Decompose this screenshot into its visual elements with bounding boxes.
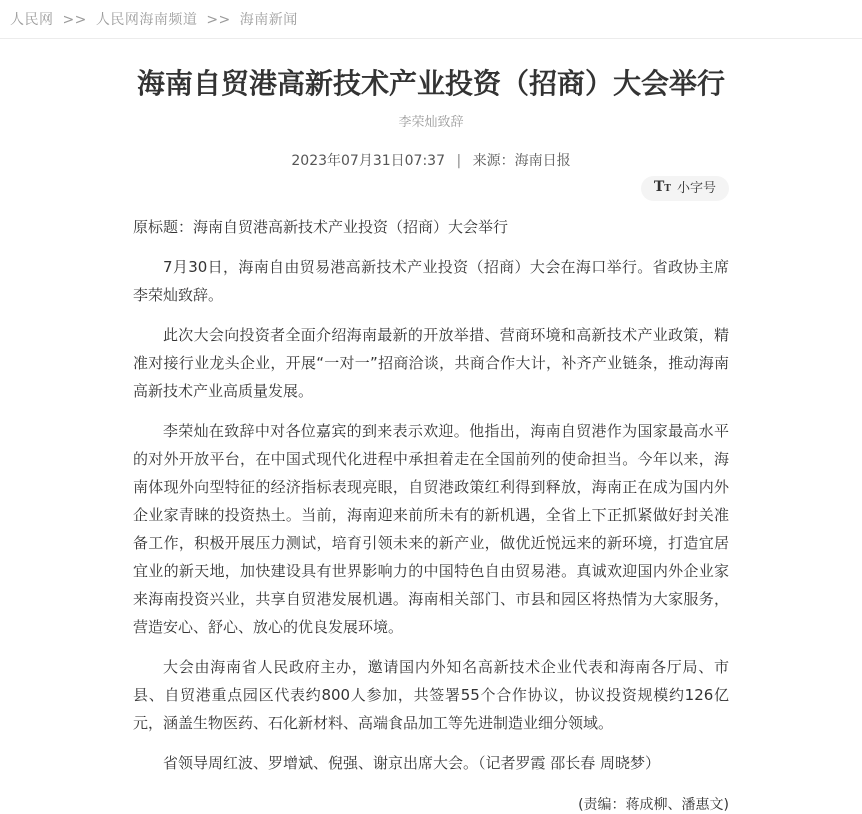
breadcrumb (0, 0, 862, 29)
article-paragraph: 7月30日，海南自由贸易港高新技术产业投资（招商）大会在海口举行。省政协主席李荣灿致辞。 (133, 258, 729, 304)
page-title: 海南自贸港高新技术产业投资（招商）大会举行 (136, 67, 725, 100)
breadcrumb-link-people-net[interactable]: 人民网 (10, 12, 54, 28)
article-meta (133, 150, 729, 170)
article-container (133, 66, 729, 814)
article-subtitle: 李荣灿致辞 (398, 115, 464, 130)
breadcrumb-link-hainan-channel[interactable]: 人民网海南频道 (95, 12, 198, 28)
article-paragraph: 省领导周红波、罗增斌、倪强、谢京出席大会。（记者罗霞 邵长春 周晓梦） (163, 754, 661, 772)
font-size-button[interactable] (641, 176, 729, 201)
font-size-button-label: 小字号 (676, 180, 716, 195)
meta-divider: | (456, 153, 462, 169)
header-divider (0, 38, 862, 39)
source-name: 海南日报 (514, 153, 571, 169)
font-size-icon: TT (653, 179, 671, 195)
paragraph-list (133, 253, 729, 777)
publish-date: 2023年07月31日07:37 (291, 153, 445, 169)
article-body (133, 213, 729, 777)
article-paragraph: 此次大会向投资者全面介绍海南最新的开放举措、营商环境和高新技术产业政策，精准对接行业龙头企业，开展“一对一”招商洽谈，共商合作大计，补齐产业链条，推动海南高新技术产业高质量发展。 (133, 326, 729, 400)
breadcrumb-separator: >> (62, 12, 87, 28)
article-paragraph: 大会由海南省人民政府主办，邀请国内外知名高新技术企业代表和海南各厅局、市县、自贸港重点园区代表约800人参加，共签署55个合作协议，协议投资规模约126亿元，涵盖生物医药、石化新材料、高端食品加工等先进制造业细分领域。 (133, 658, 729, 732)
original-title-line: 原标题：海南自贸港高新技术产业投资（招商）大会举行 (133, 218, 509, 236)
source-label: 来源： (472, 153, 515, 169)
breadcrumb-link-hainan-news[interactable]: 海南新闻 (239, 12, 298, 28)
breadcrumb-separator: >> (206, 12, 231, 28)
article-toolbar (133, 176, 729, 200)
editor-credit: (责编：蒋成柳、潘惠文) (578, 797, 729, 813)
article-paragraph: 李荣灿在致辞中对各位嘉宾的到来表示欢迎。他指出，海南自贸港作为国家最高水平的对外开放平台，在中国式现代化进程中承担着走在全国前列的使命担当。今年以来，海南体现外向型特征的经济指标表现亮眼，自贸港政策红利得到释放，海南正在成为国内外企业家青睐的投资热土。当前，海南迎来前所未有的新机遇，全省上下正抓紧做好封关准备工作，积极开展压力测试，培育引领未来的新产业，做优近悦远来的新环境，打造宜居宜业的新天地，加快建设具有世界影响力的中国特色自由贸易港。真诚欢迎国内外企业家来海南投资兴业，共享自贸港发展机遇。海南相关部门、市县和园区将热情为大家服务，营造安心、舒心、放心的优良发展环境。 (133, 422, 729, 636)
